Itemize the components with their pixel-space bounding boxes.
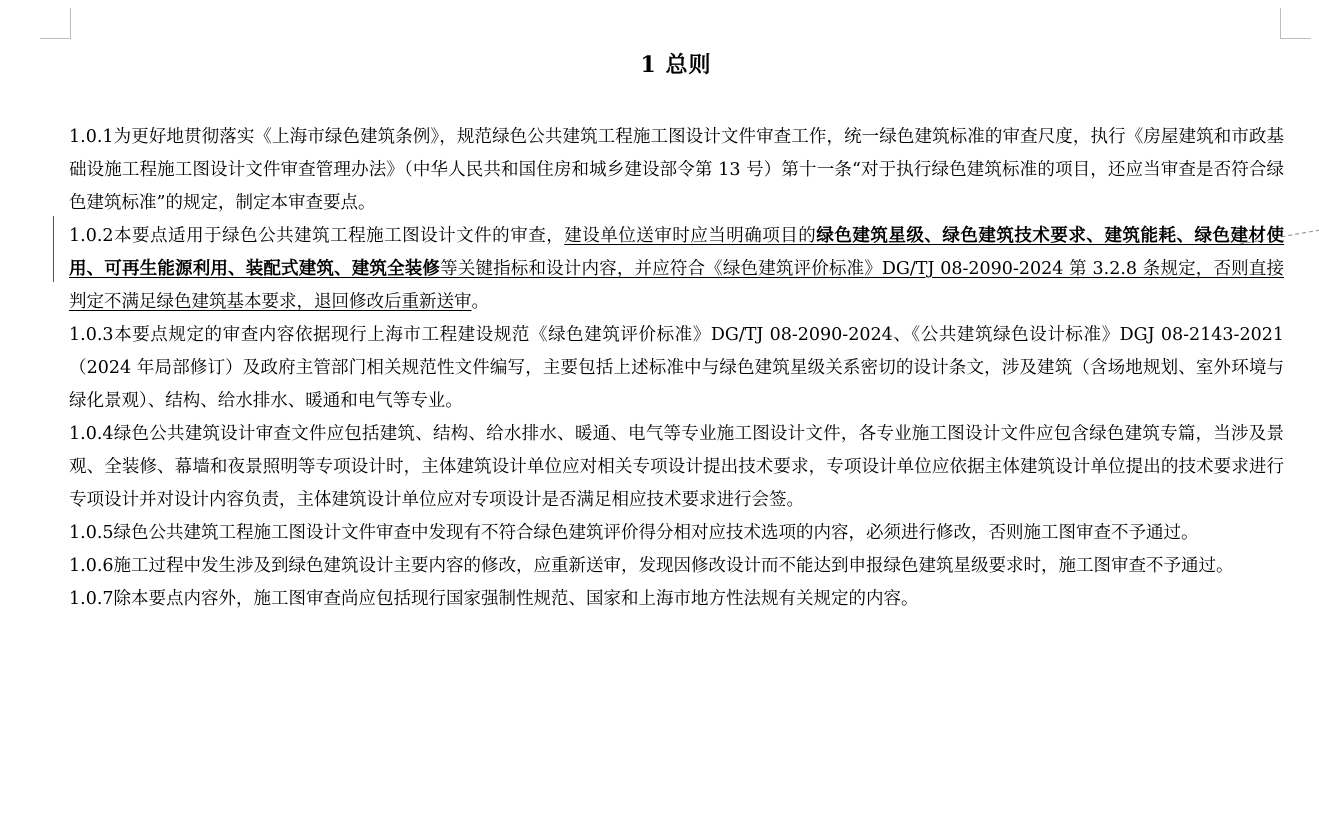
clause-1-0-2 bbox=[69, 220, 1284, 319]
clause-1-0-1: 1.0.1为更好地贯彻落实《上海市绿色建筑条例》，规范绿色公共建筑工程施工图设计文件审查工作，统一绿色建筑标准的审查尺度，执行《房屋建筑和市政基础设施工程施工图设计文件审查管理办法》（中华人民共和国住房和城乡建设部令第 13 号）第十一条“对于执行绿色建筑标准的项目，还应当审查是否符合绿色建筑标准”的规定，制定本审查要点。 bbox=[69, 127, 1284, 213]
clause-1-0-2-end: 。 bbox=[471, 292, 489, 312]
clause-1-0-2-underlined-end: 等关键指标和设计内容，并应符合《绿色建筑评价标准》DG/TJ 08-2090-2024 第 3.2.8 条规定，否则直接判定不满足绿色建筑基本要求，退回修改后重新送审 bbox=[69, 259, 1284, 312]
clause-1-0-2-underlined-start: 建设单位送审时应当明确项目的 bbox=[564, 226, 817, 246]
document-body bbox=[69, 121, 1284, 616]
clause-1-0-2-lead: 1.0.2本要点适用于绿色公共建筑工程施工图设计文件的审查， bbox=[69, 226, 565, 246]
clause-1-0-2-key-indicators: 绿色建筑星级、绿色建筑技术要求、建筑能耗、绿色建材使用、可再生能源利用、装配式建筑、建筑全装修 bbox=[69, 226, 1285, 279]
clause-1-0-6: 1.0.6施工过程中发生涉及到绿色建筑设计主要内容的修改，应重新送审，发现因修改设计而不能达到申报绿色建筑星级要求时，施工图审查不予通过。 bbox=[69, 556, 1234, 576]
revision-change-bar bbox=[53, 216, 54, 282]
page-corner-mark-top-left bbox=[40, 8, 71, 39]
clause-1-0-7: 1.0.7除本要点内容外，施工图审查尚应包括现行国家强制性规范、国家和上海市地方性法规有关规定的内容。 bbox=[69, 589, 919, 609]
clause-1-0-3: 1.0.3本要点规定的审查内容依据现行上海市工程建设规范《绿色建筑评价标准》DG/TJ 08-2090-2024、《公共建筑绿色设计标准》DGJ 08-2143-2021（2024 年局部修订）及政府主管部门相关规范性文件编写，主要包括上述标准中与绿色建筑星级关系密切的设计条文，涉及建筑（含场地规划、室外环境与绿化景观）、结构、给水排水、暖通和电气等专业。 bbox=[69, 325, 1284, 411]
section-title: 1 总则 bbox=[640, 52, 712, 78]
page-corner-mark-top-right bbox=[1280, 8, 1311, 39]
clause-1-0-5: 1.0.5绿色公共建筑工程施工图设计文件审查中发现有不符合绿色建筑评价得分相对应技术选项的内容，必须进行修改，否则施工图审查不予通过。 bbox=[69, 523, 1199, 543]
clause-1-0-4: 1.0.4绿色公共建筑设计审查文件应包括建筑、结构、给水排水、暖通、电气等专业施工图设计文件，各专业施工图设计文件应包含绿色建筑专篇，当涉及景观、全装修、幕墙和夜景照明等专项设计时，主体建筑设计单位应对相关专项设计提出技术要求，专项设计单位应依据主体建筑设计单位提出的技术要求进行专项设计并对设计内容负责，主体建筑设计单位应对专项设计是否满足相应技术要求进行会签。 bbox=[69, 424, 1284, 510]
